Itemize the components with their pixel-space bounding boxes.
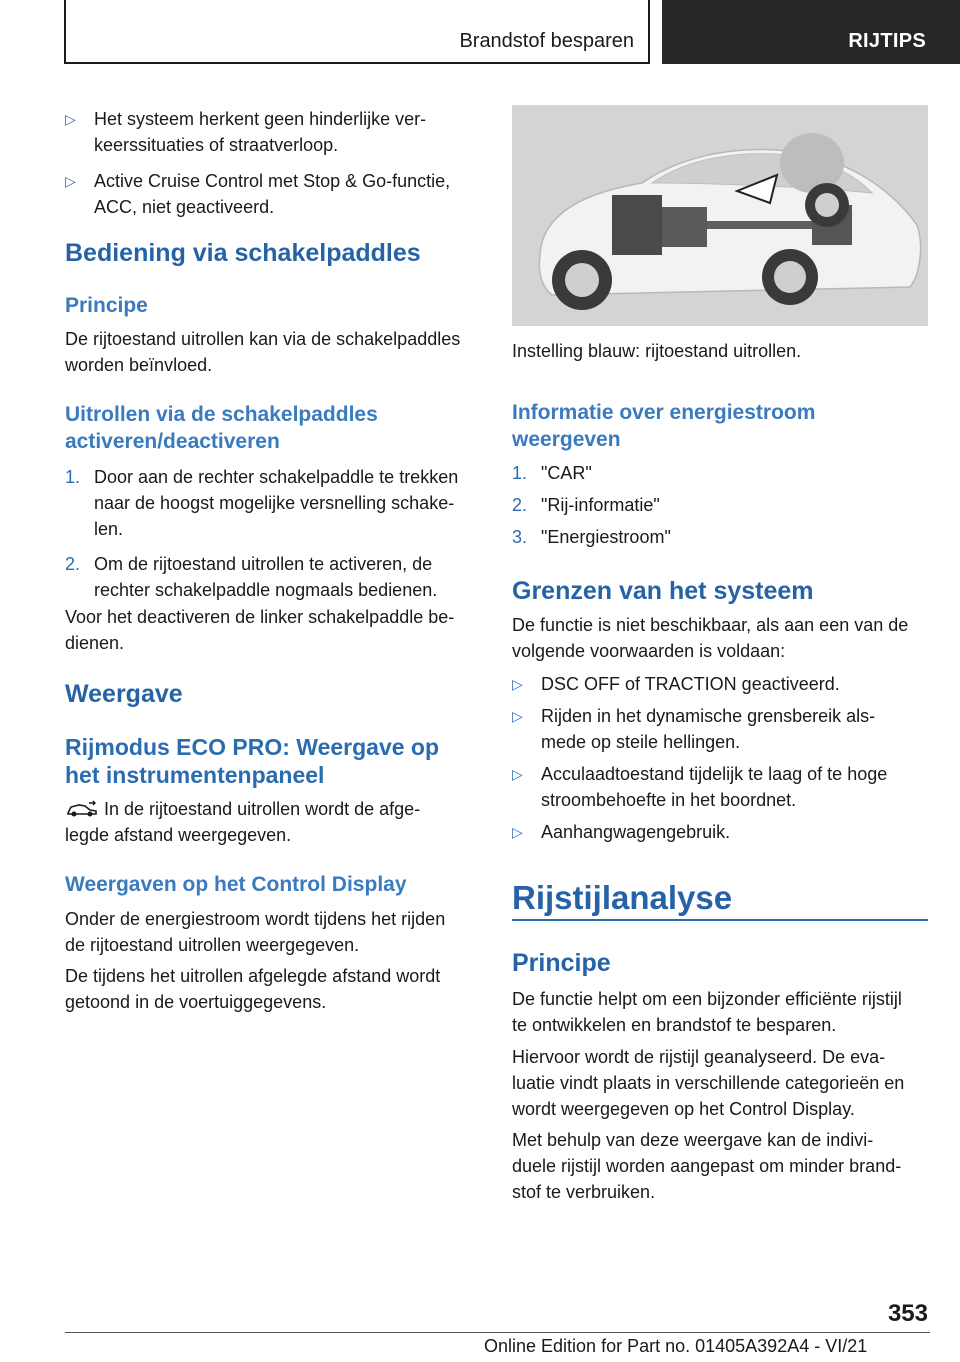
heading-paddles: Bediening via schakelpaddles [65, 239, 421, 267]
heading-rijmodus: Rijmodus ECO PRO: Weergave op het instrumentenpaneel [65, 734, 440, 788]
paragraph-control-1: Onder de energiestroom wordt tijdens het rijden de rijtoestand uitrollen weergegeven. [65, 909, 446, 955]
paragraph-control-2: De tijdens het uitrollen afgelegde afstand wordt getoond in de voertuiggegevens. [65, 966, 441, 1012]
list-item: 2. Om de rijtoestand uitrollen te activeren, de rechter schakelpaddle nogmaals bedienen. [65, 554, 438, 600]
bullet-triangle-icon: ▷ [65, 111, 76, 127]
bullet-triangle-icon: ▷ [512, 766, 523, 782]
figure-caption: Instelling blauw: rijtoestand uitrollen. [512, 341, 802, 361]
menu-path-list [512, 460, 930, 550]
list-item: 1. Door aan de rechter schakelpaddle te trekken naar de hoogst mogelijke versnelling schake- len. [65, 467, 459, 539]
heading-principe-rijstijl: Principe [512, 949, 611, 977]
heading-principe: Principe [65, 294, 148, 317]
header-section-title: Brandstof besparen [459, 30, 634, 52]
list-item: ▷ DSC OFF of TRACTION geactiveerd. [512, 671, 930, 697]
header-section-box [64, 0, 650, 64]
paragraph-grenzen: De functie is niet beschikbaar, als aan een van de volgende voorwaarden is voldaan: [512, 615, 909, 661]
list-item: ▷ Acculaadtoestand tijdelijk te laag of te hoge stroombehoefte in het boordnet. [512, 761, 930, 813]
heading-rule [512, 919, 928, 921]
bullet-list-top [65, 106, 480, 220]
list-item: 2. "Rij-informatie" [512, 495, 660, 515]
heading-control-display: Weergaven op het Control Display [65, 873, 407, 896]
bullet-list-conditions [512, 671, 930, 845]
paragraph-rijstijl-2: Hiervoor wordt de rijstijl geanalyseerd. De eva- luatie vindt plaats in verschillende categorieën en wordt weergegeven op het Control Display. [512, 1047, 905, 1119]
paragraph-rijmodus: In de rijtoestand uitrollen wordt de afge- legde afstand weergegeven. [65, 799, 421, 845]
coasting-car-icon [65, 800, 99, 818]
page-number: 353 [887, 1300, 928, 1327]
header-chapter-box [662, 0, 960, 64]
bullet-triangle-icon: ▷ [512, 676, 523, 692]
heading-uitrollen: Uitrollen via de schakelpaddles activeren/deactiveren [65, 403, 378, 453]
heading-grenzen: Grenzen van het systeem [512, 577, 814, 605]
paragraph-rijstijl-3: Met behulp van deze weergave kan de indivi- duele rijstijl worden aangepast om minder brand- stof te verbruiken. [512, 1130, 902, 1202]
chapter-heading-rijstijlanalyse: Rijstijlanalyse [512, 879, 733, 916]
list-item: 3. "Energiestroom" [512, 527, 671, 547]
list-item: ▷ Aanhangwagengebruik. [512, 819, 930, 845]
footer-rule [65, 1332, 930, 1333]
paragraph-principe: De rijtoestand uitrollen kan via de schakelpaddles worden beïnvloed. [65, 329, 461, 375]
bullet-triangle-icon: ▷ [512, 824, 523, 840]
heading-weergave: Weergave [65, 680, 183, 708]
header-chapter-title: RIJTIPS [848, 30, 926, 52]
edition-line: Online Edition for Part no. 01405A392A4 - VI/21 [484, 1336, 868, 1356]
car-drivetrain-illustration [512, 105, 928, 326]
paragraph-deactiveren: Voor het deactiveren de linker schakelpaddle be- dienen. [65, 607, 455, 653]
car-drivetrain-figure [512, 105, 928, 326]
bullet-triangle-icon: ▷ [512, 708, 523, 724]
bullet-triangle-icon: ▷ [65, 173, 76, 189]
list-item: 1. "CAR" [512, 463, 592, 483]
steps-list [65, 464, 480, 603]
list-item: ▷ Rijden in het dynamische grensbereik als- mede op steile hellingen. [512, 703, 930, 755]
paragraph-rijstijl-1: De functie helpt om een bijzonder efficiënte rijstijl te ontwikkelen en brandstof te besparen. [512, 989, 902, 1035]
list-item: ▷ Het systeem herkent geen hinderlijke ver- keerssituaties of straatverloop. [65, 106, 480, 158]
heading-energiestroom: Informatie over energiestroom weergeven [512, 401, 816, 451]
list-item: ▷ Active Cruise Control met Stop & Go-functie, ACC, niet geactiveerd. [65, 168, 480, 220]
